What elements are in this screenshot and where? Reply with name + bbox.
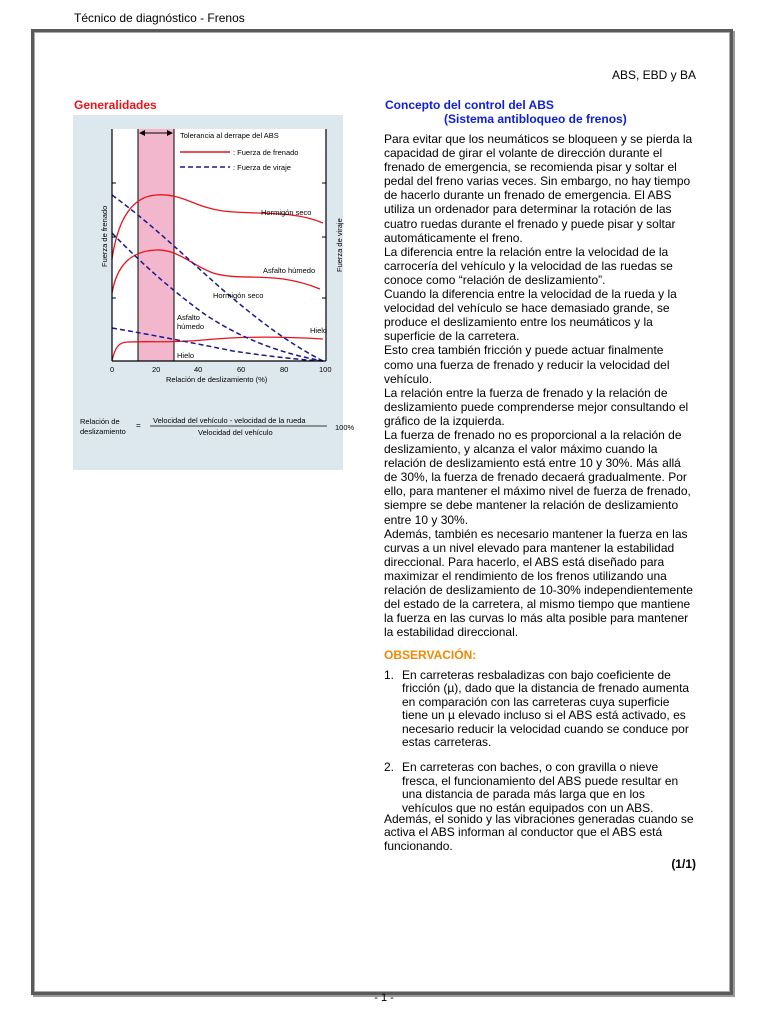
slip-ratio-diagram xyxy=(73,115,355,470)
body-text xyxy=(384,132,696,639)
heading-line-2: (Sistema antibloqueo de frenos) xyxy=(444,112,627,126)
label-ice-turning: Hielo xyxy=(177,351,195,360)
label-dry-concrete-braking: Hormigón seco xyxy=(261,208,312,217)
list-item-number: 2. xyxy=(384,760,395,775)
page-fraction: (1/1) xyxy=(671,857,696,871)
paragraph: La diferencia entre la relación entre la velocidad de la carrocería del vehículo y la velocidad de las ruedas se conoce como “relación de deslizamiento”. xyxy=(384,244,673,287)
x-tick-label-40: 40 xyxy=(194,365,203,374)
section-heading-abs-concept xyxy=(385,98,627,126)
paragraph: La relación entre la fuerza de frenado y la relación de deslizamiento puede comprenderse mejor consultando el gráfico de la izquierda. xyxy=(384,385,689,428)
legend-turning-label: : Fuerza de viraje xyxy=(233,163,291,172)
label-wet-asphalt-turning-1: Asfalto xyxy=(177,313,200,322)
abs-tolerance-band xyxy=(138,129,174,361)
document-header-title: Técnico de diagnóstico - Frenos xyxy=(74,11,245,25)
closing-paragraph: Además, el sonido y las vibraciones generadas cuando se activa el ABS informan al conductor que el ABS está funcionando. xyxy=(384,812,694,853)
x-tick-label-20: 20 xyxy=(152,365,161,374)
x-tick-label-0: 0 xyxy=(110,365,115,374)
x-axis-label: Relación de deslizamiento (%) xyxy=(166,375,268,384)
formula-times-100: 100% xyxy=(335,423,355,432)
label-wet-asphalt-turning-2: húmedo xyxy=(177,322,205,331)
formula-equals: = xyxy=(136,421,141,430)
y-axis-label-right: Fuerza de viraje xyxy=(335,218,344,272)
x-tick-label-100: 100 xyxy=(319,365,332,374)
paragraph: La fuerza de frenado no es proporcional a la relación de deslizamiento, y alcanza el valor máximo cuando la relación de deslizamiento está entre 10 y 30%. Más allá de 30%, la fuerza de frenado decaerá gradualmente. Por ello, para mantener el máximo nivel de fuerza de frenado, siempre se debe mantener la relación de deslizamiento entre 10 y 30%. xyxy=(384,427,691,527)
formula-lhs-line2: deslizamiento xyxy=(80,427,126,436)
observation-list xyxy=(384,669,696,827)
formula-denominator: Velocidad del vehículo xyxy=(198,428,273,437)
label-ice-braking: Hielo xyxy=(310,326,328,335)
list-item-text: En carreteras con baches, o con gravilla o nieve fresca, el funcionamiento del ABS puede resultar en una distancia de parada más larga que en los vehículos que no están equipados con un ABS. xyxy=(402,760,679,815)
y-axis-label-left: Fuerza de frenado xyxy=(100,205,109,267)
paragraph: Cuando la diferencia entre la velocidad de la rueda y la velocidad del vehículo se hace demasiado grande, se produce el deslizamiento entre los neumáticos y la superficie de la carretera. xyxy=(384,287,677,344)
paragraph: Esto crea también fricción y puede actuar finalmente como una fuerza de frenado y reducir la velocidad del vehículo. xyxy=(384,343,670,386)
list-item-text: En carreteras resbaladizas con bajo coeficiente de fricción (µ), dado que la distancia de frenado aumenta en comparación con las carreteras cuya superficie tiene un µ elevado incluso si el ABS está activado, es necesario reducir la velocidad cuando se conduce por estas carreteras. xyxy=(402,668,690,750)
formula-lhs-line1: Relación de xyxy=(80,417,120,426)
list-item xyxy=(384,669,696,749)
topic-label: ABS, EBD y BA xyxy=(611,68,696,82)
heading-line-1: Concepto del control del ABS xyxy=(385,98,554,112)
section-heading-generalidades: Generalidades xyxy=(74,98,157,112)
list-item xyxy=(384,761,696,815)
tolerance-label: Tolerancia al derrape del ABS xyxy=(180,131,279,140)
observation-heading: OBSERVACIÓN: xyxy=(384,648,477,662)
x-tick-label-80: 80 xyxy=(280,365,289,374)
figure-panel xyxy=(73,115,355,470)
label-dry-concrete-turning: Hormigón seco xyxy=(213,291,264,300)
formula-numerator: Velocidad del vehículo - velocidad de la rueda xyxy=(153,416,306,425)
label-wet-asphalt-braking: Asfalto húmedo xyxy=(263,266,316,275)
paragraph: Además, también es necesario mantener la fuerza en las curvas a un nivel elevado para mantener la estabilidad direccional. Para hacerlo, el ABS está diseñado para maximizar el rendimiento de los frenos utilizando una relación de deslizamiento de 10-30% independientemente del estado de la carretera, al mismo tiempo que mantiene la fuerza en las curvas lo más alta posible para mantener la estabilidad direccional. xyxy=(384,526,693,640)
paragraph: Para evitar que los neumáticos se bloqueen y se pierda la capacidad de girar el volante de dirección durante el frenado de emergencia, se recomienda pisar y soltar el pedal del freno varias veces. Sin embargo, no hay tiempo de hacerlo durante un frenado de emergencia. El ABS utiliza un ordenador para determinar la rotación de las cuatro ruedas durante el frenado y puede pisar y soltar automáticamente el freno. xyxy=(384,132,693,245)
page-number: - 1 - xyxy=(374,992,394,1004)
x-tick-label-60: 60 xyxy=(237,365,246,374)
list-item-number: 1. xyxy=(384,668,395,682)
legend-braking-label: : Fuerza de frenado xyxy=(233,148,299,157)
